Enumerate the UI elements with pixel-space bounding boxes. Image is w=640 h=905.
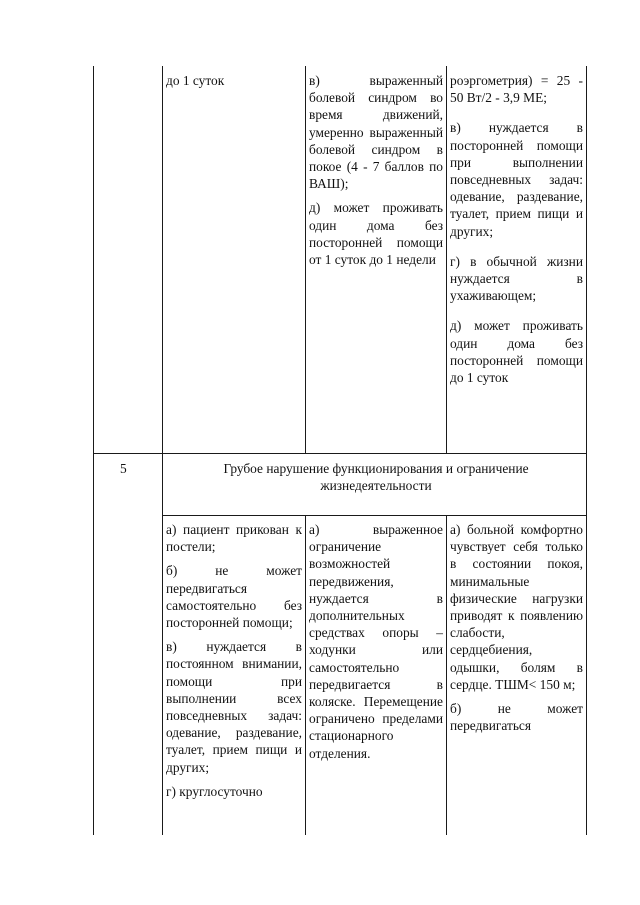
top-row-col1-cell [166,72,302,96]
cell-text: а) пациент прикован к постели; [166,522,302,555]
cell-text: в) выраженный болевой синдром во время движений, умеренно выраженный болевой синдром в покое (4 - 7 баллов по ВАШ); [309,73,443,192]
cell-text: д) может проживать один дома без посторонней помощи от 1 суток до 1 недели [309,200,443,268]
row-divider [93,453,587,454]
cell-text: г) в обычной жизни нуждается в ухаживающем; [450,253,583,304]
cell-text: а) выраженное ограничение возможностей передвижения, нуждается в дополнительных средствах опоры – ходунки или самостоятельно передвигается в коляске. Перемещение ограничено пределами стационарного отделения. [309,522,443,761]
cell-text: д) может проживать один дома без посторонней помощи до 1 суток [450,318,583,386]
cell-text: до 1 суток [166,73,225,88]
table-border-left [93,66,94,835]
cell-text: в) нуждается в постоянном внимании, помощи при выполнении всех повседневных задач: одевание, раздевание, туалет, прием пищи и других; [166,639,302,775]
top-row-col2-cell [309,72,443,275]
top-row-col3-cell [450,72,583,393]
row-divider [162,515,587,516]
bottom-row-col2-cell [309,521,443,769]
cell-text: в) нуждается в посторонней помощи при выполнении повседневных задач: одевание, раздевание, туалет, прием пищи и других; [450,120,583,239]
table-border-col3 [446,66,447,453]
table-border-col1 [162,454,163,835]
cell-text: б) не может передвигаться [450,701,583,734]
section-number: 5 [120,461,127,476]
bottom-row-col3-cell [450,521,583,741]
table-border-right [586,66,587,835]
table-border-col2 [305,516,306,835]
table-border-col1 [162,66,163,453]
table-border-col2 [305,66,306,453]
table-border-col3 [446,516,447,835]
section-heading: Грубое нарушение функционирования и ограничение жизнедеятельности [223,461,529,494]
cell-text: а) больной комфортно чувствует себя только в состоянии покоя, минимальные физические нагрузки приводят к появлению слабости, сердцебиения, одышки, болям в сердце. ТШМ< 150 м; [450,522,583,692]
cell-text: б) не может передвигаться самостоятельно без посторонней помощи; [166,563,302,631]
bottom-row-col1-cell [166,521,302,807]
cell-text: г) круглосуточно [166,783,263,799]
cell-text: роэргометрия) = 25 - 50 Вт/2 - 3,9 МЕ; [450,73,583,106]
